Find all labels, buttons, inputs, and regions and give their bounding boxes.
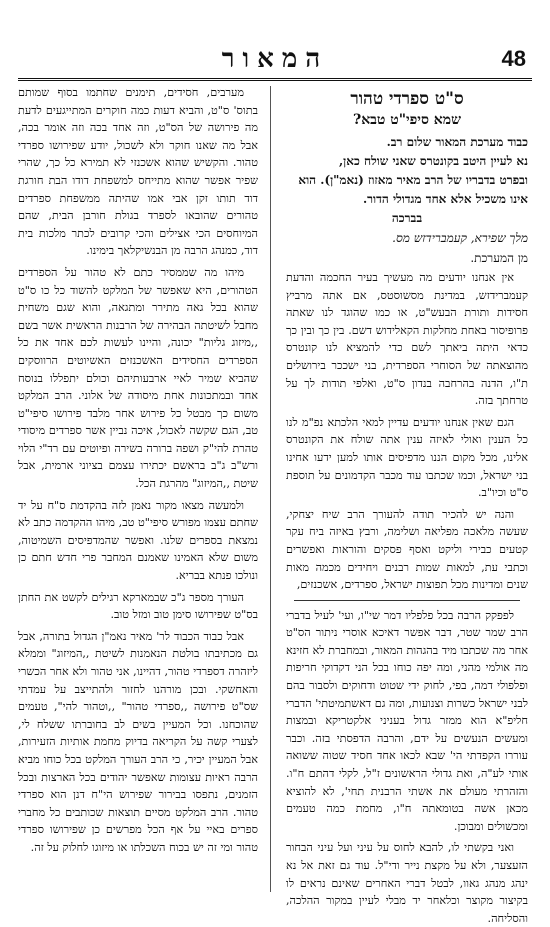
body-paragraph: מיהו מה שממסיר כתם לא טהור על הספרדים הטהורים, היא שאפשר של המלקט להשוד כל כו ס"ט שהוא בכל גאה מתירר ומתגאה, והוא שגם משחית מחבל לשיטתה הבהירה של הרבנות הראשית אשר בשם ,,מיזוג גליות" יכונה, והיינו לעשות לכם אחד את כל הספרדים החסידים האשכנזים האשיוטים הרווסקים שהביא שמיר לאיי ארבעותיהם וכולם יתפללו בנוסח אחד ובמתכונות אחת מיסודה של אלוני. הרב המלקט משום כך מבטל כל פירוש אחר מלבד פירושו סיפי"ט טב, הגם שקשה לאכול, איכה נביין אשר ספרדים מיסודי טהרת להי"ק ושפה ברורה בשירה ופיוטים עם רד"י הלוי ורש"ב ג"ב בראשם יכתירו עצמם בציוני ארמית, אבל שיטת ,,המיזוג" מהרגת הכל. (18, 265, 258, 491)
body-paragraph: ולמעשה מצאו מקור נאמן לזה בהקדמת ס"ח על יד שחתם עצמו מפורש סיפי"ט טב, מיהו ההקדמה כתב לא נמצאת בספרים שלנו. ואפשר שהמדפיסים השמיטוה, משום שלא האמינו שאמנם המחבר פרי חדש חתם כן ונולכו פנתא בבריא. (18, 498, 258, 583)
letter-line: ובפרט בדבריו של הרב מאיר מאזוז (נאמ"ן). הוא (298, 173, 528, 187)
running-title: המאור (221, 44, 329, 74)
page-number: 48 (501, 46, 526, 71)
article-subtitle: שמא סיפי"ט טבא? (352, 112, 461, 128)
body-paragraph: לפפקק הרבה בכל פלפליו דמר שי"ו, ועי' לעיל בדברי הרב שמר שטר, דבר אפשר דאיכא אוסרי ניתור הס"ט אחר מה שכתבו מיד בהגהות המאור, ובמחברת לא חזינא מה אולמי מהני, ומה יפה כוחו בכל הני דקדוקי חריפות ופלפולי דמה, בפי, לחוק ידי שטוט ודחוקים ולסבור בהם לבני ישראל כשרות וצנועות, ומה גם דאשתמיטתי' הדברי חליפ"א הוא ממזר גדול בעניני אלקטריקא ובמצות ומעשים הנעשים על ידם, והרבה הדפסתי בזה. וכבר עוררו הקפדתי הי' שבא לכאו אחד חסיד שטוה ששואה אותי לע"ה, ואת גדולי הראשונים ז"ל, לקלי דהתם ח"ו. והזהרתי מעולם את אשתי הרבנית תחי', לא להוציא מכאן אשה בטומאתה ח"ו, מחמת כמה טעמים ומכשולים ומבוכן. (286, 608, 528, 833)
body-paragraph: ואני בקשתי לו, להבא לחוס על עיני ועל עיני הבחור הזעצער, ולא על מקצת נייר ודי"ל. עוד גם זאת אל נא ינהג מנהג גאוו, לבטל דברי האחרים שאינם נראים לו בקיצור מקוצר וכלאחר יד מבלי לעיין במקור ההלכה, והסליחה. (286, 841, 528, 925)
body-paragraph: מערבים, חסידים, תימנים שחתמו בסוף שמותם בתוס' ס"ט, והביא דעות כמה חוקרים המתייגעים לדעת מה פירושה של הס"ט, וזה אחד בכה וזה אומר בכה, אבל מה שאנו חוקר ולא לשכול, יודע שפירושו ספרדי טהור. והקשיש שהוא אשכנזי לא תמירא כל כך, שהרי שפיר אפשר שהוא מתייחס למשפחת דודו הבת חורגת דוד תותו זקן אבי אמו שהיתה ממשפחת ספרדים טהורים שהובאו לספרד בגולת חורבן הבית, שהם המיוחסים הכי אצילים והכי קרובים לכתר מלכות בית דוד, כמנהג הרבה מן הבנשיקלאך בימינו. (18, 86, 258, 258)
letter-signature: מלך שפירא, קעמברידזש מס. (392, 231, 528, 245)
body-paragraph: והנה יש להכיר תודה להעורך הרב שיח יצחקי, שעשה מלאכה מפליאה ושלימה, ורבץ באיזה ביח עקר קטעים כבירי וליקט ואסף פסקים והוראות ואפשרים וכתבי עת, למאות שמות רבנים ויחידים מכמה מאות שנים ומדינות מכל תפוצות ישראל, ספרדים, אשכנזים, (286, 507, 528, 592)
letter-block (286, 134, 528, 208)
editor-heading: מן המערכת. (470, 251, 528, 265)
right-column (286, 84, 528, 925)
letter-closing: בברכה (391, 211, 423, 225)
body-paragraph: הגם שאין אנחנו יודעים עדיין למאי הלכתא נפ"מ לנו כל הענין ואולי לאיזה ענין אתה שולח את הקונטרס אלינו, מכל מקום הננו מדפיסים אותו למען ידעו אחינו בני ישראל, וכמו שכתבו עוד מכבר הקדמונים על תוספת ס"ט וכיו"ב. (286, 415, 528, 500)
left-column (18, 84, 258, 898)
body-paragraph: אין אנחנו יודעים מה מעשיך בעיר החכמה והדעת קעמברידזש, במדינת מסשוסטס, אם אתה מרביץ חסידות ותורת הבעש"ט, או כמו שהוגד לנו שאתה פרופיסור באחת מחלקות הקאלידוש דשם. בין כך ובין כך כדאי היתה ביאתך לשם כדי להמציא לנו קונטרס מהוצאתה של הסוחרי הספרדית, בני ישככר בירושלים ת"ו, הדנה בהרחבה בנדון ס"ט, ואלפי תודות לך על טרחתך בזה. (286, 271, 528, 408)
letter-line: אינו משכיל אלא אחד מגדולי הדור. (362, 192, 528, 206)
letter-line: נא לעיין היטב בקונטרס שאני שולח כאן, (339, 154, 528, 168)
column-divider (270, 86, 271, 892)
article-title: ס"ט ספרדי טהור (350, 89, 464, 109)
section-separator (294, 600, 520, 601)
page-header (18, 44, 532, 81)
body-paragraph: העורך מספר ג"כ שבמארקא רגילים לקשט את החתן בס"ט שפירושו סימן טוב ומזל טוב. (18, 590, 258, 622)
letter-greeting: כבוד מערכת המאור שלום רב. (386, 135, 528, 149)
body-paragraph: אבל כבוד הכבוד לר' מאיר נאמ"ן הגדול בתורה, אבל גם מכתיבתו בולטת הנאמנות לשיטת ,,המיזוג" וממלא ליזהרה דספרדי טהור, דהיינו, אני טהור ולא אחר הכשרי והאחשקי. ובכן מורהנו לחזור ולהתייצב על עמדתי שס"ט פירושה ,,ספרדי טהור" ,,וטהור להי", טעמים שהוכחנו. וכל המעיין בשים לב בחוברתו ששלח לי, לצערי קשה על הקריאה בדיוק מחמת אותיות הזעירות, אבל המעיין יכיר, כי הרב העורך המלקט בכל כוחו מביא הרבה ראיות עצומות שאפשר יהודים בכל הארצות ובכל הזמנים, נתפסו בבירור שפירוש הי"ח דנן הוא ספרדי טהור. הרב המלקט מסיים תוצאות שכותבים כל מחברי ספרים באיי על אף הכל מפרשים כן שפירושו ספרדי טהור ומי זה יש בכוח השכלתו או מיזוגו לחלוק על זה. (18, 629, 258, 854)
